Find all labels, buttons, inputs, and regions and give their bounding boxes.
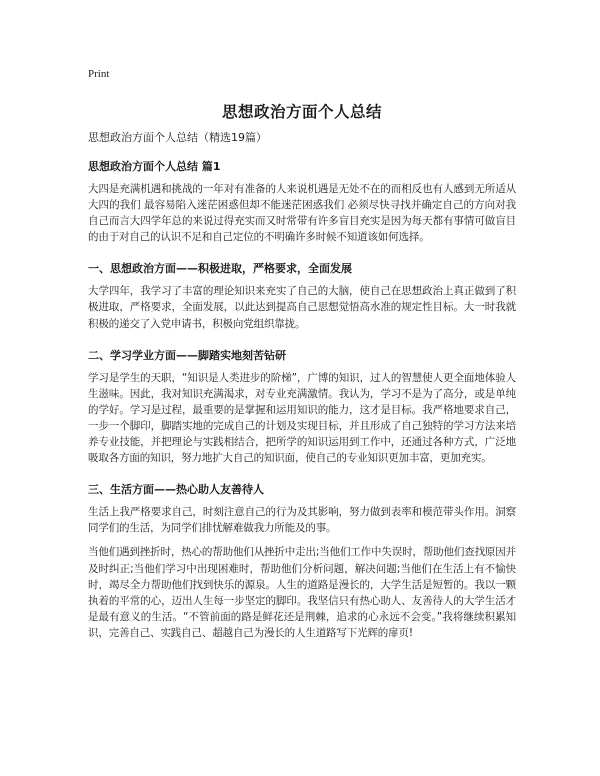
article-heading: 思想政治方面个人总结 篇1	[88, 160, 221, 173]
life-paragraph-2: 当他们遇到挫折时，热心的帮助他们从挫折中走出;当他们工作中失误时，帮助他们查找原因并及时纠正;当他们学习中出现困难时，帮助他们分析问题，解决问题;当他们在生活上有不愉快时，竭尽全力帮助他们找到快乐的源泉。人生的道路是漫长的，大学生活是短暂的。我以一颗执着的平常的心，迈出人生每一步坚定的脚印。我坚信只有热心助人、友善待人的大学生活才是最有意义的生活。“不管前面的路是鲜花还是荆棘，追求的心永远不会变。”我将继续积累知识，完善自己、实践自己、超越自己为漫长的人生道路写下光辉的扉页!	[88, 546, 516, 639]
section-heading-politics: 一、思想政治方面——积极进取，严格要求，全面发展	[88, 262, 352, 276]
page-subtitle: 思想政治方面个人总结（精选19篇）	[88, 131, 267, 144]
intro-paragraph: 大四是充满机遇和挑战的一年对有准备的人来说机遇是无处不在的而相反也有人感到无所适从大四的我们 最容易陷入迷茫困惑但却不能迷茫困惑我们 必须尽快寻找并确定自己的方向对我自己而言大四学年总的来说过得充实而又时常带有许多盲目充实是因为每天都有事情可做盲目的由于对自己的认识不足和自己定位的不明确许多时候不知道该如何选择。	[88, 183, 516, 244]
page-title: 思想政治方面个人总结	[221, 103, 382, 121]
study-paragraph: 学习是学生的天职，“知识是人类进步的阶梯”，广博的知识，过人的智慧使人更全面地体验人生滋味。因此，我对知识充满渴求，对专业充满激情。我认为，学习不是为了高分，或是单纯的学好。学习是过程，最重要的是掌握和运用知识的能力，这才是目标。我严格地要求自己，一步一个脚印，脚踏实地的完成自己的计划及实现目标，并且形成了自己独特的学习方法来培养专业技能，并把理论与实践相结合，把所学的知识运用到工作中，还通过各种方式，广泛地吸取各方面的知识，努力地扩大自己的知识面，使自己的专业知识更加丰富，更加充实。	[88, 371, 516, 465]
section-heading-study: 二、学习学业方面——脚踏实地刻苦钻研	[88, 348, 286, 362]
print-link[interactable]: Print	[88, 68, 110, 80]
section-heading-life: 三、生活方面——热心助人友善待人	[88, 483, 264, 497]
life-paragraph-1: 生活上我严格要求自己，时刻注意自己的行为及其影响，努力做到表率和模范带头作用。洞察同学们的生活，为同学们排忧解难做我力所能及的事。	[88, 506, 516, 535]
politics-paragraph: 大学四年，我学习了丰富的理论知识来充实了自己的大脑，使自己在思想政治上真正做到了积极进取，严格要求，全面发展，以此达到提高自己思想觉悟高水准的规定性目标。大一时我就积极的递交了入党申请书，积极向党组织靠拢。	[88, 285, 516, 330]
document-page	[88, 68, 516, 641]
